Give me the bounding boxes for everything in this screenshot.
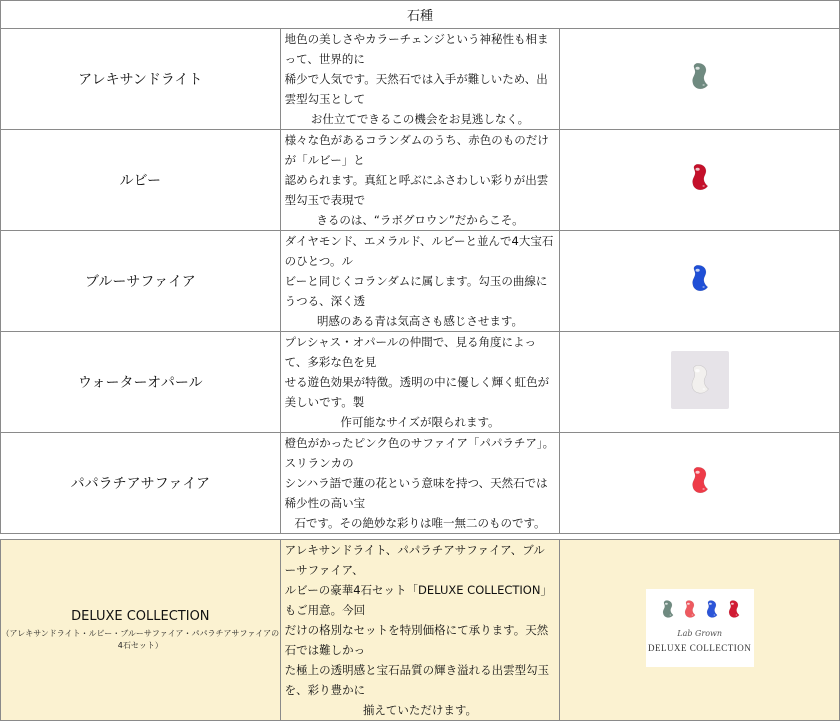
- gem-highlight: [702, 286, 704, 288]
- table-row: [1, 130, 840, 231]
- water-opal-magatama-shape: [692, 365, 709, 393]
- padparadscha-magatama-icon: [688, 465, 712, 496]
- gem-highlight: [665, 603, 668, 605]
- gem-description: [280, 433, 560, 534]
- deluxe-gem-shape: [685, 600, 695, 617]
- description-line: た極上の透明感と宝石品質の輝き溢れる出雲型勾玉を、彩り豊かに: [284, 663, 550, 697]
- deluxe-gem-shape: [663, 600, 673, 617]
- deluxe-image-cell: [560, 540, 840, 721]
- gem-description: [280, 231, 560, 332]
- deluxe-collection-image: [646, 589, 754, 667]
- gem-name: パパラチアサファイア: [1, 433, 281, 534]
- opal-image-frame: [671, 351, 729, 409]
- gem-description: [280, 332, 560, 433]
- description-line: ビーと同じくコランダムに属します。勾玉の曲線にうつる、深く透: [284, 274, 548, 308]
- table-row: [1, 332, 840, 433]
- gem-name: アレキサンドライト: [1, 29, 281, 130]
- description-line: せる遊色効果が特徴。透明の中に優しく輝く虹色が美しいです。製: [284, 375, 550, 409]
- table-row: [1, 433, 840, 534]
- gem-name: ブルーサファイア: [1, 231, 281, 332]
- description-line: ルビーの豪華4石セット「DELUXE COLLECTION」もご用意。今回: [284, 583, 552, 617]
- gem-highlight: [669, 614, 671, 615]
- ruby-magatama-icon: [688, 162, 712, 193]
- description-line: 揃えていただけます。: [362, 703, 478, 717]
- deluxe-gem-shape: [707, 600, 717, 617]
- gem-name: ウォーターオパール: [1, 332, 281, 433]
- table-row: [1, 29, 840, 130]
- deluxe-subtitle: [1, 628, 280, 652]
- gem-image-cell: [560, 332, 840, 433]
- gem-highlight: [702, 488, 704, 490]
- blue-sapphire-magatama-shape: [692, 266, 707, 292]
- description-line: だけの格別なセットを特別価格にて承ります。天然石では難しかっ: [284, 623, 549, 657]
- gem-name: ルビー: [1, 130, 281, 231]
- description-line: きるのは、“ラボグロウン”だからこそ。: [316, 213, 524, 227]
- water-opal-magatama-icon: [687, 363, 713, 397]
- gem-highlight: [695, 168, 699, 171]
- deluxe-name-cell: [1, 540, 281, 721]
- description-line: 稀少で人気です。天然石では入手が難しいため、出雲型勾玉として: [284, 72, 548, 106]
- deluxe-row: [1, 540, 840, 721]
- gem-highlight: [695, 67, 699, 70]
- gem-image-cell: [560, 29, 840, 130]
- description-line: 明感のある青は気高さも感じさせます。: [316, 314, 524, 328]
- description-line: プレシャス・オパールの仲間で、見る角度によって、多彩な色を見: [284, 335, 536, 369]
- blue-sapphire-magatama-icon: [688, 263, 712, 294]
- description-line: 橙色がかったピンク色のサファイア「パパラチア」。スリランカの: [284, 436, 555, 470]
- deluxe-gem-icon: [704, 599, 720, 620]
- gem-description: [280, 130, 560, 231]
- description-line: 認められます。真紅と呼ぶにふさわしい彩りが出雲型勾玉で表現で: [284, 173, 549, 207]
- alexandrite-magatama-shape: [692, 64, 707, 90]
- description-line: 地色の美しさやカラーチェンジという神秘性も相まって、世界的に: [284, 32, 549, 66]
- gem-highlight: [702, 388, 705, 390]
- gem-image-cell: [560, 231, 840, 332]
- deluxe-title: DELUXE COLLECTION: [71, 608, 210, 624]
- deluxe-description: [280, 540, 560, 721]
- ruby-magatama-shape: [692, 165, 707, 191]
- description-line: ダイヤモンド、エメラルド、ルビーと並んで4大宝石のひとつ。ル: [284, 234, 554, 268]
- gem-image-cell: [560, 130, 840, 231]
- deluxe-gem-icon: [682, 599, 698, 620]
- deluxe-collection-label: DELUXE COLLECTION: [648, 643, 752, 653]
- gem-highlight: [709, 603, 712, 605]
- alexandrite-magatama-icon: [688, 61, 712, 92]
- deluxe-gem-shape: [729, 600, 739, 617]
- deluxe-gem-icon: [660, 599, 676, 620]
- description-line: シンハラ語で蓮の花という意味を持つ、天然石では稀少性の高い宝: [284, 476, 548, 510]
- deluxe-subtitle-line: （アレキサンドライト・ルビー・ブルーサファイア・パパラチアサファイアの: [1, 628, 280, 638]
- padparadscha-magatama-shape: [692, 468, 707, 494]
- gem-highlight: [731, 603, 734, 605]
- description-line: お仕立てできるこの機会をお見逃しなく。: [310, 112, 530, 126]
- gem-highlight: [735, 614, 737, 615]
- gem-highlight: [691, 614, 693, 615]
- description-line: アレキサンドライト、パパラチアサファイア、ブルーサファイア、: [284, 543, 545, 577]
- gem-description: [280, 29, 560, 130]
- gem-highlight: [713, 614, 715, 615]
- gem-highlight: [695, 269, 699, 272]
- gem-highlight: [687, 603, 690, 605]
- gem-highlight: [702, 185, 704, 187]
- lab-grown-label: Lab Grown: [677, 629, 723, 638]
- gem-highlight: [695, 471, 699, 474]
- gem-highlight: [702, 84, 704, 86]
- description-line: 様々な色があるコランダムのうち、赤色のものだけが「ルビー」と: [284, 133, 549, 167]
- description-line: 石です。その絶妙な彩りは唯一無二のものです。: [294, 516, 546, 530]
- gem-image-cell: [560, 433, 840, 534]
- gem-highlight: [695, 369, 700, 372]
- table-header: 石種: [1, 1, 840, 29]
- description-line: 作可能なサイズが限られます。: [340, 415, 500, 429]
- table-row: [1, 231, 840, 332]
- deluxe-gem-icon: [726, 599, 742, 620]
- deluxe-subtitle-line: 4石セット）: [117, 640, 163, 650]
